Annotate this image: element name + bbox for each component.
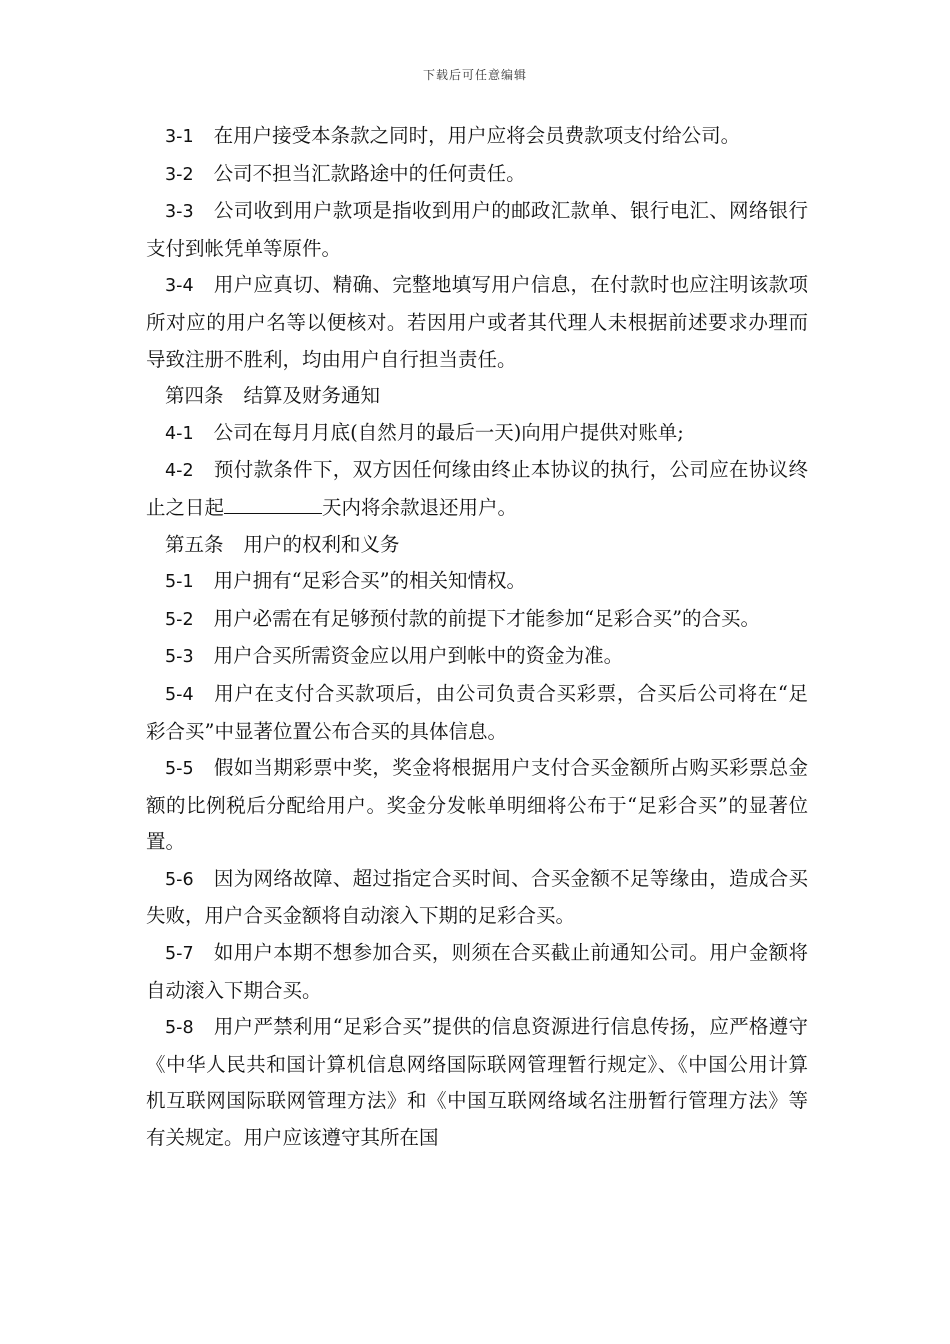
clause-text: 预付款条件下，双方因任何缘由终止本协议的执行，公司应在协议终止之日起 [146, 458, 808, 519]
clause-text-after: 天内将余款退还用户。 [322, 495, 518, 519]
paragraph-5-5 [146, 750, 808, 861]
section-title: 结算及财务通知 [243, 384, 381, 408]
clause-text: 公司收到用户款项是指收到用户的邮政汇款单、银行电汇、网络银行支付到帐凭单等原件。 [146, 199, 808, 260]
clause-number: 3-2 [165, 164, 194, 185]
clause-number: 5-1 [165, 572, 194, 593]
document-body [146, 118, 808, 1157]
paragraph-5-3 [146, 638, 808, 676]
paragraph-5-2 [146, 601, 808, 639]
clause-text: 公司不担当汇款路途中的任何责任。 [213, 161, 526, 185]
clause-text: 用户应真切、精确、完整地填写用户信息，在付款时也应注明该款项所对应的用户名等以便核对。若因用户或者其代理人未根据前述要求办理而导致注册不胜利，均由用户自行担当责任。 [146, 273, 808, 371]
clause-text: 如用户本期不想参加合买，则须在合买截止前通知公司。用户金额将自动滚入下期合买。 [146, 941, 808, 1002]
clause-text: 公司在每月月底(自然月的最后一天)向用户提供对账单; [213, 420, 684, 444]
clause-number: 5-8 [165, 1018, 194, 1039]
paragraph-5-8 [146, 1009, 808, 1156]
clause-number: 4-2 [165, 461, 194, 482]
paragraph-3-3 [146, 193, 808, 267]
paragraph-3-2 [146, 156, 808, 194]
paragraph-3-4 [146, 267, 808, 378]
clause-text: 用户在支付合买款项后，由公司负责合买彩票，合买后公司将在“足彩合买”中显著位置公布合买的具体信息。 [146, 681, 808, 743]
paragraph-5-4 [146, 676, 808, 750]
clause-number: 5-7 [165, 944, 194, 965]
section-heading-5 [146, 527, 808, 564]
section-number: 第四条 [165, 384, 224, 408]
clause-text: 用户严禁利用“足彩合买”提供的信息资源进行信息传扬，应严格遵守《中华人民共和国计算机信息网络国际联网管理暂行规定》、《中国公用计算机互联网国际联网管理方法》和《中国互联网络域名注册暂行管理方法》等有关规定。用户应该遵守其所在国 [146, 1015, 808, 1150]
section-heading-4 [146, 378, 808, 415]
paragraph-3-1 [146, 118, 808, 156]
clause-number: 5-2 [165, 609, 194, 630]
fill-in-blank [224, 495, 322, 514]
clause-text: 用户合买所需资金应以用户到帐中的资金为准。 [213, 644, 624, 668]
clause-number: 3-3 [165, 202, 194, 223]
page-header: 下载后可任意编辑 [422, 68, 527, 82]
section-title: 用户的权利和义务 [243, 532, 400, 556]
clause-text: 假如当期彩票中奖，奖金将根据用户支付合买金额所占购买彩票总金额的比例税后分配给用户。奖金分发帐单明细将公布于“足彩合买”的显著位置。 [146, 756, 808, 854]
paragraph-5-6 [146, 861, 808, 935]
section-number: 第五条 [165, 532, 224, 556]
clause-number: 5-4 [165, 684, 194, 705]
clause-number: 3-4 [165, 276, 194, 297]
clause-number: 5-5 [165, 759, 194, 780]
clause-text: 用户必需在有足够预付款的前提下才能参加“足彩合买”的合买。 [213, 606, 761, 630]
clause-text: 用户拥有“足彩合买”的相关知情权。 [213, 569, 527, 593]
paragraph-4-2 [146, 452, 808, 526]
clause-number: 5-6 [165, 869, 194, 890]
clause-number: 5-3 [165, 647, 194, 668]
paragraph-5-1 [146, 563, 808, 601]
clause-text: 在用户接受本条款之同时，用户应将会员费款项支付给公司。 [213, 124, 741, 147]
clause-number: 3-1 [165, 127, 194, 147]
clause-text: 因为网络故障、超过指定合买时间、合买金额不足等缘由，造成合买失败，用户合买金额将自动滚入下期的足彩合买。 [146, 866, 808, 928]
clause-number: 4-1 [165, 423, 194, 444]
paragraph-5-7 [146, 935, 808, 1009]
paragraph-4-1 [146, 415, 808, 453]
